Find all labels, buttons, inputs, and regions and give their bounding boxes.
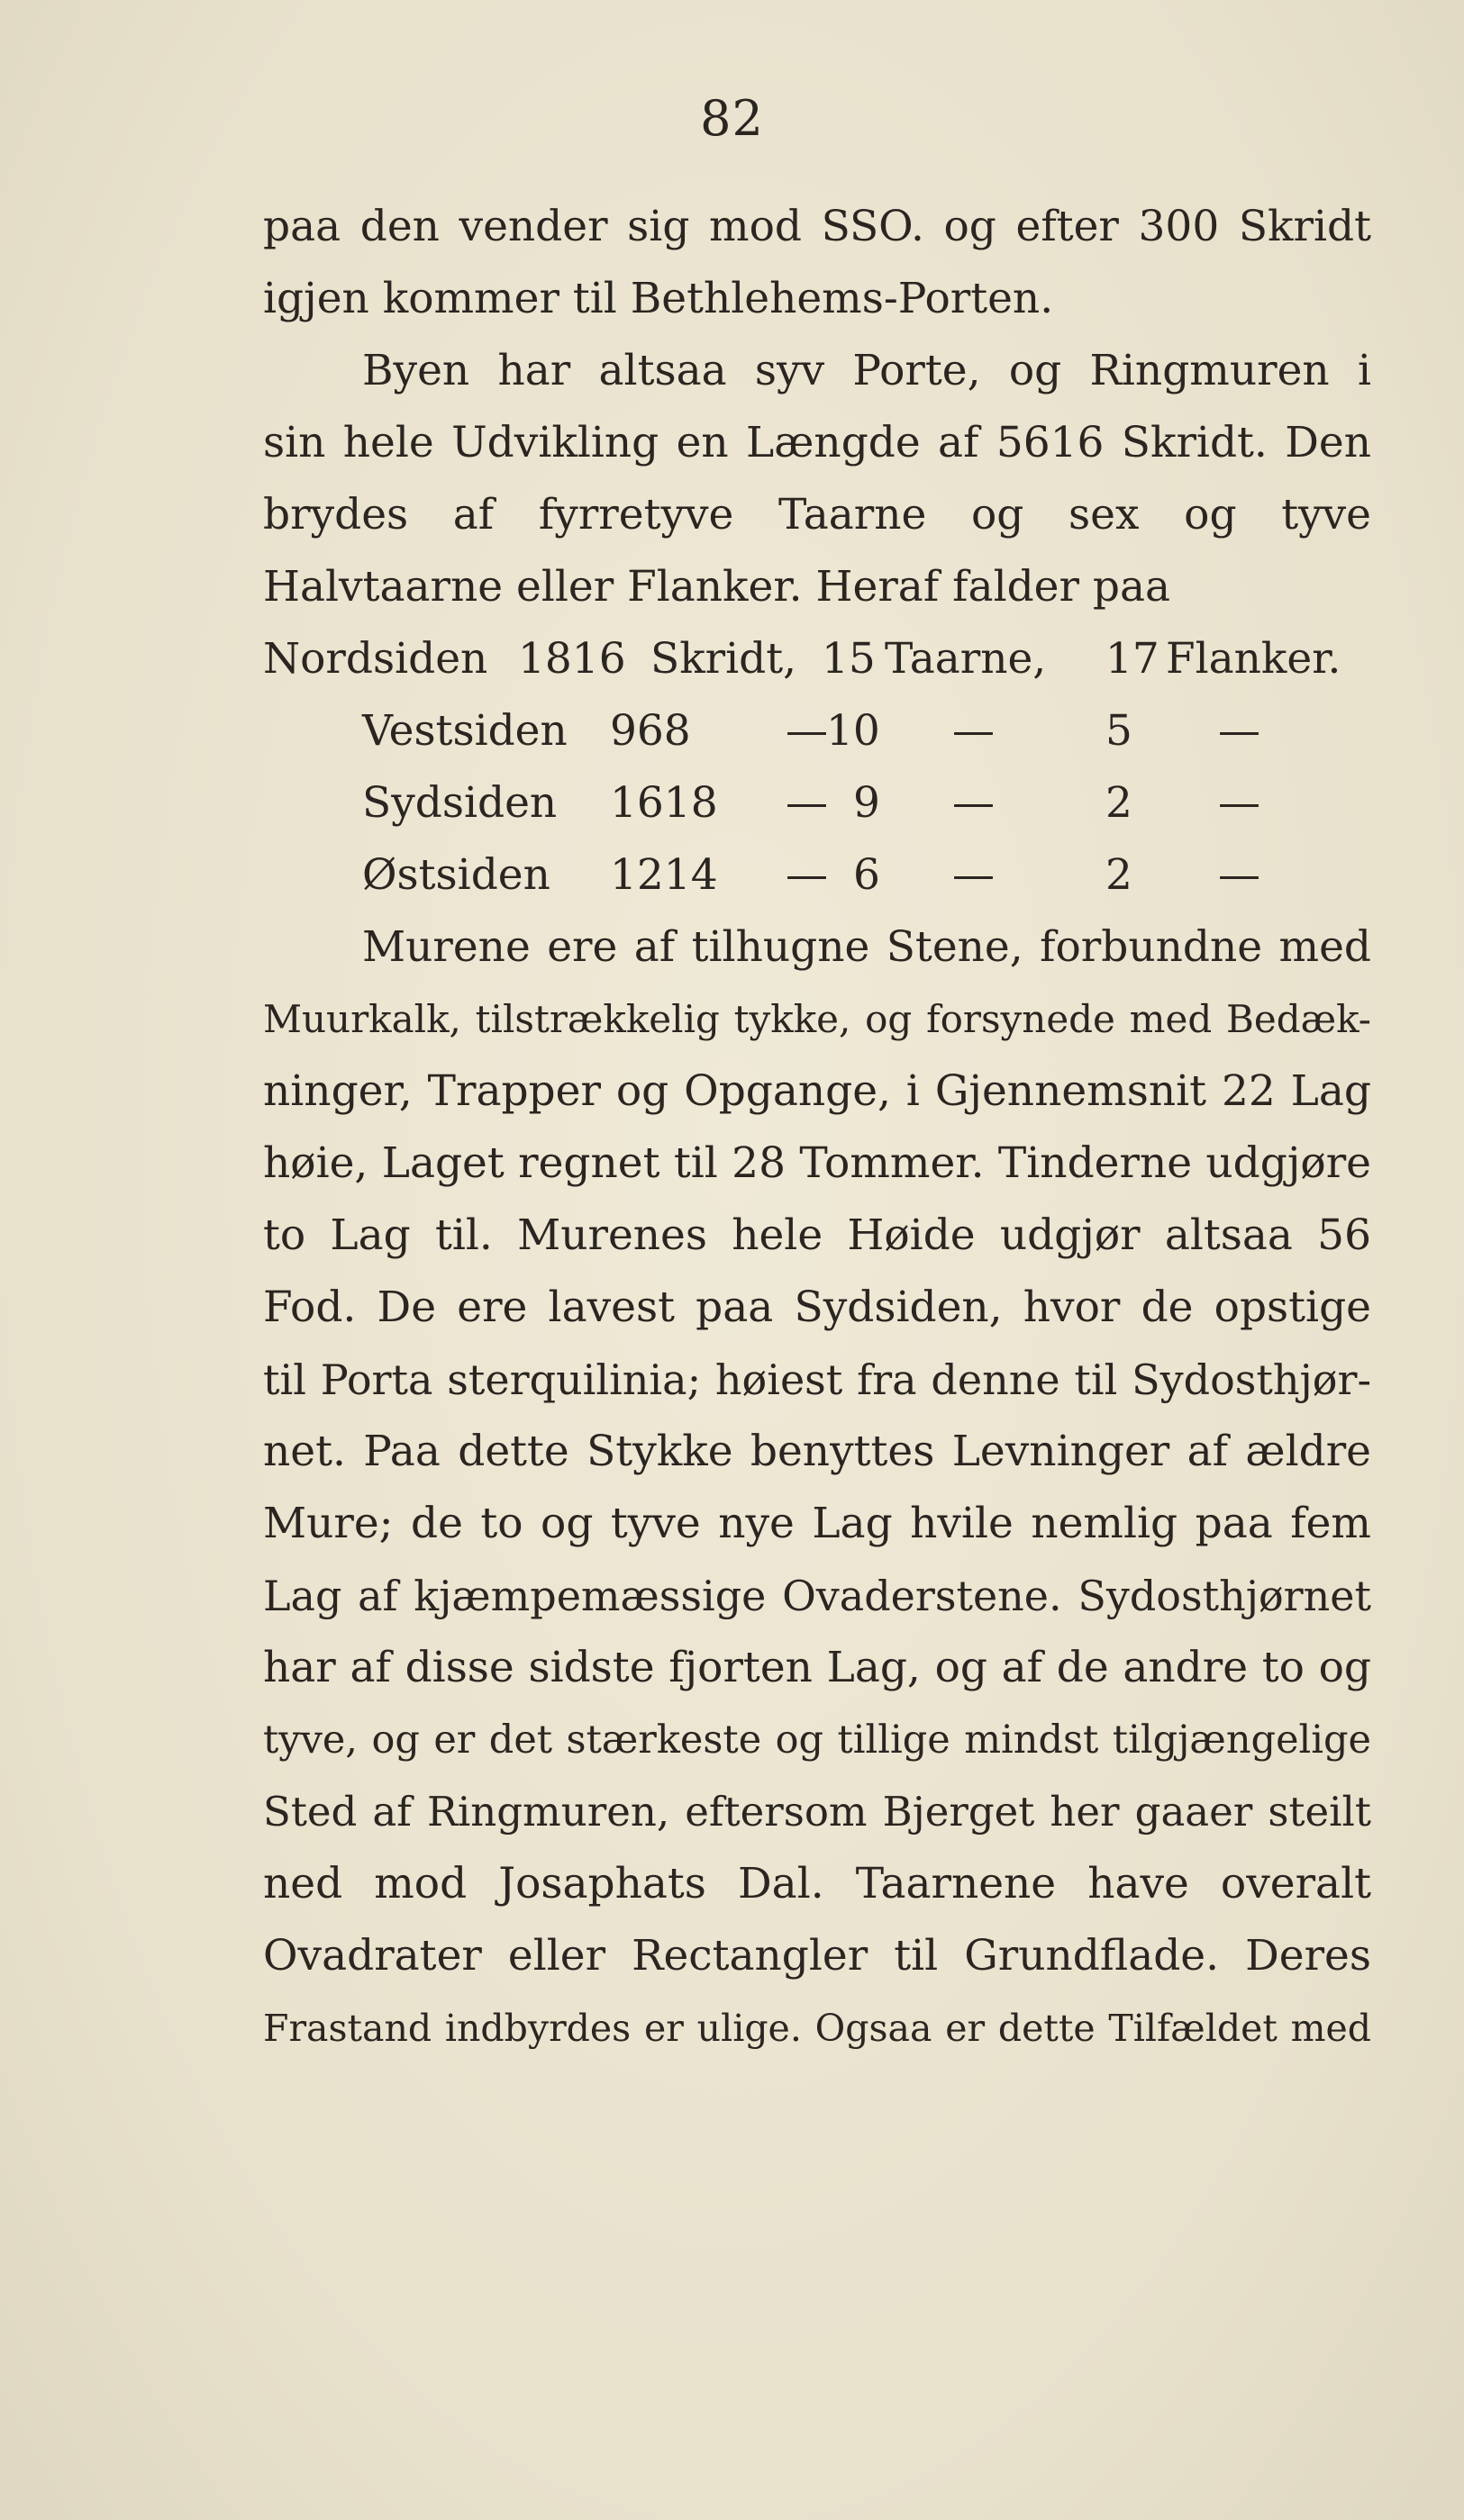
table-cell-side: Sydsiden <box>362 778 558 828</box>
table-cell-dash: — <box>786 706 828 756</box>
text-line: igjen kommer til Bethlehems-Porten. <box>263 274 1054 323</box>
text-line: Mure; de to og tyve nye Lag hvile nemlig paa fem <box>263 1499 1371 1548</box>
table-cell-towers-unit: Taarne, <box>885 634 1047 684</box>
text-line: Fod. De ere lavest paa Sydsiden, hvor de opstige <box>263 1283 1371 1332</box>
text-line: net. Paa dette Stykke benyttes Levninger af ældre <box>263 1427 1371 1476</box>
wall-table-row <box>263 767 1371 839</box>
text-line: til Porta sterquilinia; høiest fra denne til Sydosthjør- <box>263 1355 1371 1404</box>
table-cell-steps: 1816 <box>518 634 626 684</box>
text-line: tyve, og er det stærkeste og tillige mindst tilgjængelige <box>263 1718 1371 1763</box>
table-cell-dash: — <box>952 850 995 900</box>
text-line: Murene ere af tilhugne Stene, forbundne med <box>362 922 1371 972</box>
body-text <box>263 191 1371 2064</box>
text-line: to Lag til. Murenes hele Høide udgjør altsaa 56 <box>263 1210 1371 1260</box>
text-line: har af disse sidste fjorten Lag, og af de andre to og <box>263 1643 1371 1692</box>
wall-table-row <box>263 695 1371 767</box>
wall-table-row <box>263 623 1371 695</box>
table-cell-side: Vestsiden <box>362 706 568 756</box>
text-line: høie, Laget regnet til 28 Tommer. Tinderne udgjøre <box>263 1138 1371 1188</box>
table-cell-side: Nordsiden <box>263 634 488 684</box>
table-cell-dash: — <box>952 778 995 828</box>
table-cell-steps: 968 <box>610 706 691 756</box>
text-line: ned mod Josaphats Dal. Taarnene have overalt <box>263 1859 1371 1908</box>
table-cell-dash: — <box>1218 706 1260 756</box>
text-line: Byen har altsaa syv Porte, og Ringmuren i <box>362 346 1371 395</box>
table-cell-flanks: 2 <box>1105 850 1132 900</box>
table-cell-dash: — <box>952 706 995 756</box>
text-line: Frastand indbyrdes er ulige. Ogsaa er dette Tilfældet med <box>263 2007 1371 2050</box>
text-line: Ovadrater eller Rectangler til Grundflade. Deres <box>263 1931 1371 1981</box>
table-cell-towers: 10 <box>826 706 880 756</box>
text-line: ninger, Trapper og Opgange, i Gjennemsnit 22 Lag <box>263 1066 1371 1116</box>
table-cell-dash: — <box>786 778 828 828</box>
text-line: Lag af kjæmpemæssige Ovaderstene. Sydosthjørnet <box>263 1572 1371 1620</box>
table-cell-flanks: 2 <box>1105 778 1132 828</box>
table-cell-towers: 15 <box>822 634 876 684</box>
text-line: brydes af fyrretyve Taarne og sex og tyve <box>263 490 1371 539</box>
table-cell-flanks: 5 <box>1105 706 1132 756</box>
text-line: Halvtaarne eller Flanker. Heraf falder paa <box>263 562 1171 612</box>
table-cell-steps: 1214 <box>610 850 718 900</box>
table-cell-flanks-unit: Flanker. <box>1166 634 1341 684</box>
table-cell-towers: 6 <box>853 850 880 900</box>
table-cell-side: Østsiden <box>362 850 550 900</box>
table-cell-dash: — <box>786 850 828 900</box>
table-cell-dash: — <box>1218 778 1260 828</box>
text-line: Sted af Ringmuren, eftersom Bjerget her gaaer steilt <box>263 1788 1371 1836</box>
table-cell-steps: 1618 <box>610 778 718 828</box>
table-cell-steps-unit: Skridt, <box>650 634 797 684</box>
wall-table-row <box>263 839 1371 911</box>
text-line: paa den vender sig mod SSO. og efter 300 Skridt <box>263 202 1371 251</box>
text-line: Muurkalk, tilstrækkelig tykke, og forsynede med Bedæk- <box>263 997 1371 1041</box>
table-cell-towers: 9 <box>853 778 880 828</box>
table-cell-flanks: 17 <box>1105 634 1159 684</box>
table-cell-dash: — <box>1218 850 1260 900</box>
text-line: sin hele Udvikling en Længde af 5616 Skridt. Den <box>263 418 1371 467</box>
page-number: 82 <box>700 90 764 147</box>
